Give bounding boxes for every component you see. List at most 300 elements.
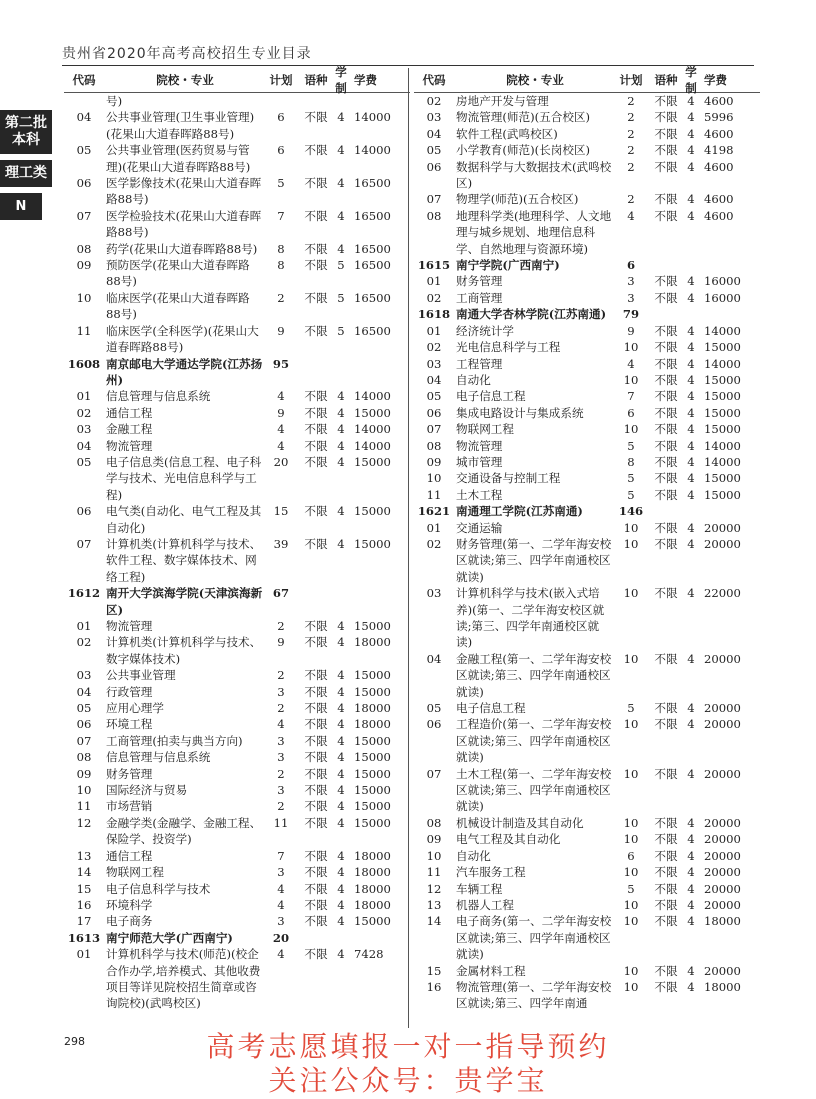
cell-code: 08 [76,241,92,256]
cell-lang: 不限 [654,438,678,453]
cell-fee: 15000 [354,914,391,929]
table-row [414,438,760,454]
cell-code: 05 [76,701,92,716]
cell-name: 临床医学(全科医学)(花果山大道春晖路88号) [106,323,259,355]
cell-years: 4 [337,405,345,420]
cell-years: 4 [687,914,695,929]
cell-code: 04 [76,110,92,125]
cell-fee: 20000 [704,717,741,732]
cell-name: 物理学(师范)(五合校区) [456,192,579,207]
left-table-header [64,65,410,95]
header-name: 院校・专业 [506,73,564,87]
cell-years [334,585,348,618]
cell-name: 工商管理(拍卖与典当方向) [106,733,243,748]
cell-fee [698,257,748,273]
cell-years: 4 [337,701,345,716]
table-row [414,159,760,192]
cell-years: 4 [687,717,695,732]
cell-years: 4 [687,520,695,535]
cell-code: 1608 [67,356,101,371]
cell-code: 05 [76,454,92,469]
cell-plan: 10 [623,372,639,387]
cell-years: 4 [337,947,345,962]
cell-years: 4 [687,848,695,863]
cell-plan: 2 [627,159,635,174]
cell-code: 08 [426,438,442,453]
cell-plan: 2 [627,126,635,141]
cell-years: 4 [687,438,695,453]
cell-lang: 不限 [304,865,328,880]
cell-name: 南通大学杏林学院(江苏南通) [456,307,607,322]
cell-plan: 7 [277,848,285,863]
cell-years: 4 [337,536,345,551]
table-row [64,438,410,454]
cell-name: 通信工程 [106,848,153,863]
cell-plan: 20 [272,930,290,945]
cell-name: 金融工程(第一、二学年海安校区就读;第三、四学年南通校区就读) [456,651,612,699]
cell-lang: 不限 [654,717,678,732]
cell-name: 交通运输 [456,520,503,535]
cell-years: 4 [337,750,345,765]
cell-fee: 15000 [354,766,391,781]
cell-code: 06 [76,717,92,732]
cell-years: 4 [687,471,695,486]
cell-lang: 不限 [304,635,328,650]
cell-plan: 10 [623,963,639,978]
cell-plan: 146 [618,504,644,519]
cell-lang: 不限 [654,487,678,502]
cell-fee: 18000 [354,881,391,896]
cell-fee: 20000 [704,848,741,863]
cell-lang: 不限 [654,405,678,420]
right-column [414,65,760,1012]
cell-years: 4 [687,651,695,666]
cell-plan: 5 [627,701,635,716]
table-row [414,487,760,503]
cell-lang: 不限 [304,438,328,453]
cell-code: 11 [426,865,442,880]
cell-years: 4 [687,963,695,978]
cell-years [684,503,698,519]
header-code: 代码 [72,73,96,87]
cell-plan: 3 [277,865,285,880]
header-plan: 计划 [619,73,643,87]
table-row [64,421,410,437]
cell-plan: 3 [277,684,285,699]
cell-name: 车辆工程 [456,881,503,896]
cell-code: 06 [426,405,442,420]
cell-fee: 16500 [354,290,391,305]
cell-years: 4 [687,586,695,601]
cell-code: 1615 [417,258,451,273]
cell-plan: 4 [277,389,285,404]
cell-name: 物流管理 [106,619,153,633]
cell-plan: 10 [623,717,639,732]
cell-name: 信息管理与信息系统 [106,750,211,765]
cell-code: 03 [76,422,92,437]
cell-fee: 15000 [704,405,741,420]
cell-name: 交通设备与控制工程 [456,471,561,486]
cell-name: 机械设计制造及其自动化 [456,815,584,830]
cell-plan: 5 [277,176,285,191]
cell-plan: 8 [627,454,635,469]
header-name: 院校・专业 [156,73,214,87]
cell-name: 南京邮电大学通达学院(江苏扬州) [106,356,263,387]
school-row [414,257,760,273]
cell-years: 4 [337,783,345,798]
table-row [64,716,410,732]
cell-fee: 14000 [354,110,391,125]
cell-name: 南通理工学院(江苏南通) [456,504,583,519]
cell-lang: 不限 [304,323,328,338]
table-row [414,142,760,158]
header-plan: 计划 [269,73,293,87]
cell-fee: 14000 [354,422,391,437]
cell-fee: 20000 [704,520,741,535]
cell-years: 4 [687,372,695,387]
right-table-header [414,65,760,95]
table-row [64,815,410,848]
cell-lang: 不限 [304,668,328,683]
cell-plan: 3 [277,914,285,929]
cell-lang: 不限 [654,865,678,880]
cell-fee: 18000 [354,701,391,716]
table-row [414,372,760,388]
cell-code: 08 [76,750,92,765]
cell-plan: 10 [623,865,639,880]
cell-lang: 不限 [654,815,678,830]
cell-lang: 不限 [654,159,678,174]
cell-lang: 不限 [304,881,328,896]
cell-code: 05 [426,701,442,716]
school-row [64,356,410,389]
cell-years: 4 [687,126,695,141]
cell-years: 4 [687,159,695,174]
cell-plan: 4 [627,356,635,371]
cell-fee: 4600 [704,208,734,223]
cell-lang: 不限 [654,881,678,896]
cell-years: 4 [337,914,345,929]
cell-years: 5 [337,290,345,305]
cell-code: 09 [426,454,442,469]
table-row [414,536,760,585]
cell-name: 临床医学(花果山大道春晖路88号) [106,290,250,322]
cell-code: 16 [426,979,442,994]
cell-plan: 3 [277,733,285,748]
cell-name: 计算机类(计算机科学与技术、数字媒体技术) [106,635,262,666]
cell-years: 4 [337,208,345,223]
cell-name: 南宁师范大学(广西南宁) [106,930,233,945]
cell-lang: 不限 [654,897,678,912]
cell-years: 4 [337,799,345,814]
cell-lang: 不限 [654,143,678,158]
cell-lang: 不限 [304,405,328,420]
cell-years: 4 [687,487,695,502]
cell-lang: 不限 [654,454,678,469]
cell-lang: 不限 [304,717,328,732]
cell-name: 环境科学 [106,897,153,912]
cell-fee [348,585,398,618]
school-row [414,503,760,519]
cell-name: 电子信息科学与技术 [106,881,211,896]
cell-years: 4 [337,438,345,453]
cell-fee: 4198 [704,143,734,158]
cell-plan: 3 [277,783,285,798]
cell-lang: 不限 [654,963,678,978]
cell-name: 电子商务 [106,914,153,929]
cell-fee: 15000 [704,471,741,486]
cell-lang: 不限 [304,619,328,633]
cell-code: 01 [426,520,442,535]
table-row [64,618,410,634]
cell-name: 南开大学滨海学院(天津滨海新区) [106,586,263,617]
cell-name: 电子信息工程 [456,701,526,716]
table-row [414,585,760,651]
cell-fee: 15000 [704,389,741,404]
cell-fee: 15000 [704,487,741,502]
table-row [414,881,760,897]
cell-plan: 11 [273,815,289,830]
cell-years: 4 [687,405,695,420]
cell-lang: 不限 [654,323,678,338]
cell-plan: 10 [623,340,639,355]
header-years: 学制 [335,65,347,95]
cell-fee: 20000 [704,651,741,666]
cell-years: 4 [337,422,345,437]
table-row [64,503,410,536]
cell-code: 12 [426,881,442,896]
cell-lang: 不限 [654,651,678,666]
cell-years: 4 [337,241,345,256]
table-row [64,782,410,798]
cell-fee: 4600 [704,192,734,207]
cell-fee: 20000 [704,536,741,551]
cell-lang: 不限 [304,241,328,256]
cell-code: 06 [76,504,92,519]
cell-plan: 2 [277,799,285,814]
cell-code: 07 [426,192,442,207]
cell-fee: 14000 [354,438,391,453]
cell-plan: 5 [627,881,635,896]
table-row [414,93,760,109]
cell-fee: 20000 [704,701,741,716]
cell-lang: 不限 [654,356,678,371]
cell-fee: 15000 [354,504,391,519]
cell-name: 工程管理 [456,356,503,371]
page-header-title: 贵州省2020年高考高校招生专业目录 [62,46,312,62]
cell-years: 4 [687,143,695,158]
table-row [414,421,760,437]
cell-fee: 20000 [704,766,741,781]
cell-lang: 不限 [654,766,678,781]
cell-fee: 15000 [354,750,391,765]
cell-code: 08 [426,815,442,830]
cell-name: 小学教育(师范)(长岗校区) [456,143,591,158]
cell-lang: 不限 [654,274,678,289]
cell-code: 04 [426,126,442,141]
cell-name: 物联网工程 [456,422,514,437]
cell-fee [698,503,748,519]
cell-code: 01 [426,274,442,289]
cell-code: 02 [76,405,92,420]
table-row [414,913,760,962]
cell-fee [698,306,748,322]
cell-fee: 14000 [704,438,741,453]
cell-code: 06 [76,176,92,191]
table-row [414,323,760,339]
cell-years: 4 [687,192,695,207]
cell-fee: 15000 [354,668,391,683]
cell-lang: 不限 [304,143,328,158]
cell-code: 08 [426,208,442,223]
table-row [414,864,760,880]
cell-code: 02 [426,290,442,305]
cell-lang: 不限 [654,290,678,305]
cell-code: 04 [76,684,92,699]
cell-years: 4 [687,323,695,338]
cell-name: 工程造价(第一、二学年海安校区就读;第三、四学年南通校区就读) [456,717,612,765]
cell-code: 09 [76,766,92,781]
cell-fee: 5996 [704,110,734,125]
column-divider [408,68,409,1028]
cell-code: 09 [426,832,442,847]
cell-lang: 不限 [654,471,678,486]
cell-years: 4 [687,454,695,469]
cell-name: 计算机科学与技术(师范)(校企合作办学,培养模式、其他收费项目等详见院校招生简章或咨询院校)(武鸣校区) [106,947,261,1011]
table-row [64,913,410,929]
table-row [414,520,760,536]
cell-fee: 18000 [354,865,391,880]
cell-fee: 20000 [704,832,741,847]
cell-fee [348,356,398,389]
cell-fee: 14000 [704,454,741,469]
cell-name: 南宁学院(广西南宁) [456,258,560,273]
cell-lang: 不限 [304,766,328,781]
cell-plan: 2 [627,143,635,158]
cell-years: 4 [337,504,345,519]
cell-years: 4 [337,684,345,699]
cell-fee: 14000 [704,323,741,338]
cell-fee [348,930,398,946]
header-years: 学制 [685,65,697,95]
cell-plan: 8 [277,258,285,273]
cell-fee: 18000 [354,848,391,863]
cell-years: 5 [337,258,345,273]
table-row [64,848,410,864]
cell-fee: 18000 [354,897,391,912]
cell-years: 4 [337,766,345,781]
cell-name: 物联网工程 [106,865,164,880]
cell-code: 01 [426,323,442,338]
cell-name: 金融学类(金融学、金融工程、保险学、投资学) [106,815,262,847]
cell-name: 号) [106,94,123,108]
cell-code: 1613 [67,930,101,945]
table-row [414,766,760,815]
cell-years: 4 [337,143,345,158]
table-row [414,273,760,289]
cell-fee: 15000 [354,454,391,469]
table-row [64,93,410,109]
cell-fee: 15000 [704,422,741,437]
cell-name: 物流管理 [456,438,503,453]
cell-fee: 15000 [704,340,741,355]
cell-lang: 不限 [654,208,678,223]
cell-code: 04 [426,651,442,666]
cell-code: 04 [426,372,442,387]
left-table-body [64,93,410,1012]
cell-lang: 不限 [304,815,328,830]
cell-plan: 10 [623,536,639,551]
cell-lang: 不限 [654,389,678,404]
cell-fee: 20000 [704,881,741,896]
cell-lang: 不限 [654,586,678,601]
cell-plan: 10 [623,832,639,847]
header-lang: 语种 [654,73,678,87]
cell-lang: 不限 [304,422,328,437]
cell-code: 03 [426,586,442,601]
cell-plan: 5 [627,487,635,502]
cell-name: 财务管理 [106,766,153,781]
cell-name: 财务管理 [456,274,503,289]
cell-plan: 67 [272,586,290,601]
cell-code: 06 [426,717,442,732]
table-row [414,831,760,847]
cell-name: 行政管理 [106,684,153,699]
cell-plan: 4 [627,208,635,223]
cell-lang [298,930,334,946]
cell-fee: 7428 [354,947,384,962]
cell-fee: 14000 [354,143,391,158]
table-row [64,109,410,142]
cell-years [334,93,348,109]
cell-fee: 16500 [354,176,391,191]
cell-plan: 15 [273,504,289,519]
cell-fee: 15000 [354,536,391,551]
cell-fee: 20000 [704,897,741,912]
cell-name: 数据科学与大数据技术(武鸣校区) [456,159,612,191]
cell-years: 4 [687,815,695,830]
cell-name: 机器人工程 [456,897,514,912]
table-row [414,815,760,831]
cell-plan: 4 [277,881,285,896]
cell-name: 电气类(自动化、电气工程及其自动化) [106,504,262,535]
cell-plan: 3 [277,750,285,765]
cell-years: 4 [687,422,695,437]
cell-plan: 39 [273,536,289,551]
cell-name: 财务管理(第一、二学年海安校区就读;第三、四学年南通校区就读) [456,536,612,584]
cell-code: 13 [76,848,92,863]
header-lang: 语种 [304,73,328,87]
cell-fee: 15000 [354,684,391,699]
cell-lang [298,585,334,618]
table-row [64,798,410,814]
table-row [64,700,410,716]
cell-years: 4 [337,110,345,125]
cell-fee: 16500 [354,241,391,256]
cell-plan: 10 [623,815,639,830]
table-row [64,766,410,782]
cell-fee: 4600 [704,126,734,141]
table-row [64,749,410,765]
cell-fee: 18000 [354,635,391,650]
cell-plan: 79 [622,307,640,322]
cell-code: 02 [76,635,92,650]
cell-code: 03 [426,356,442,371]
tab-category: 理工类 [0,160,52,187]
cell-years: 4 [687,766,695,781]
cell-lang: 不限 [304,701,328,716]
cell-plan: 10 [623,651,639,666]
